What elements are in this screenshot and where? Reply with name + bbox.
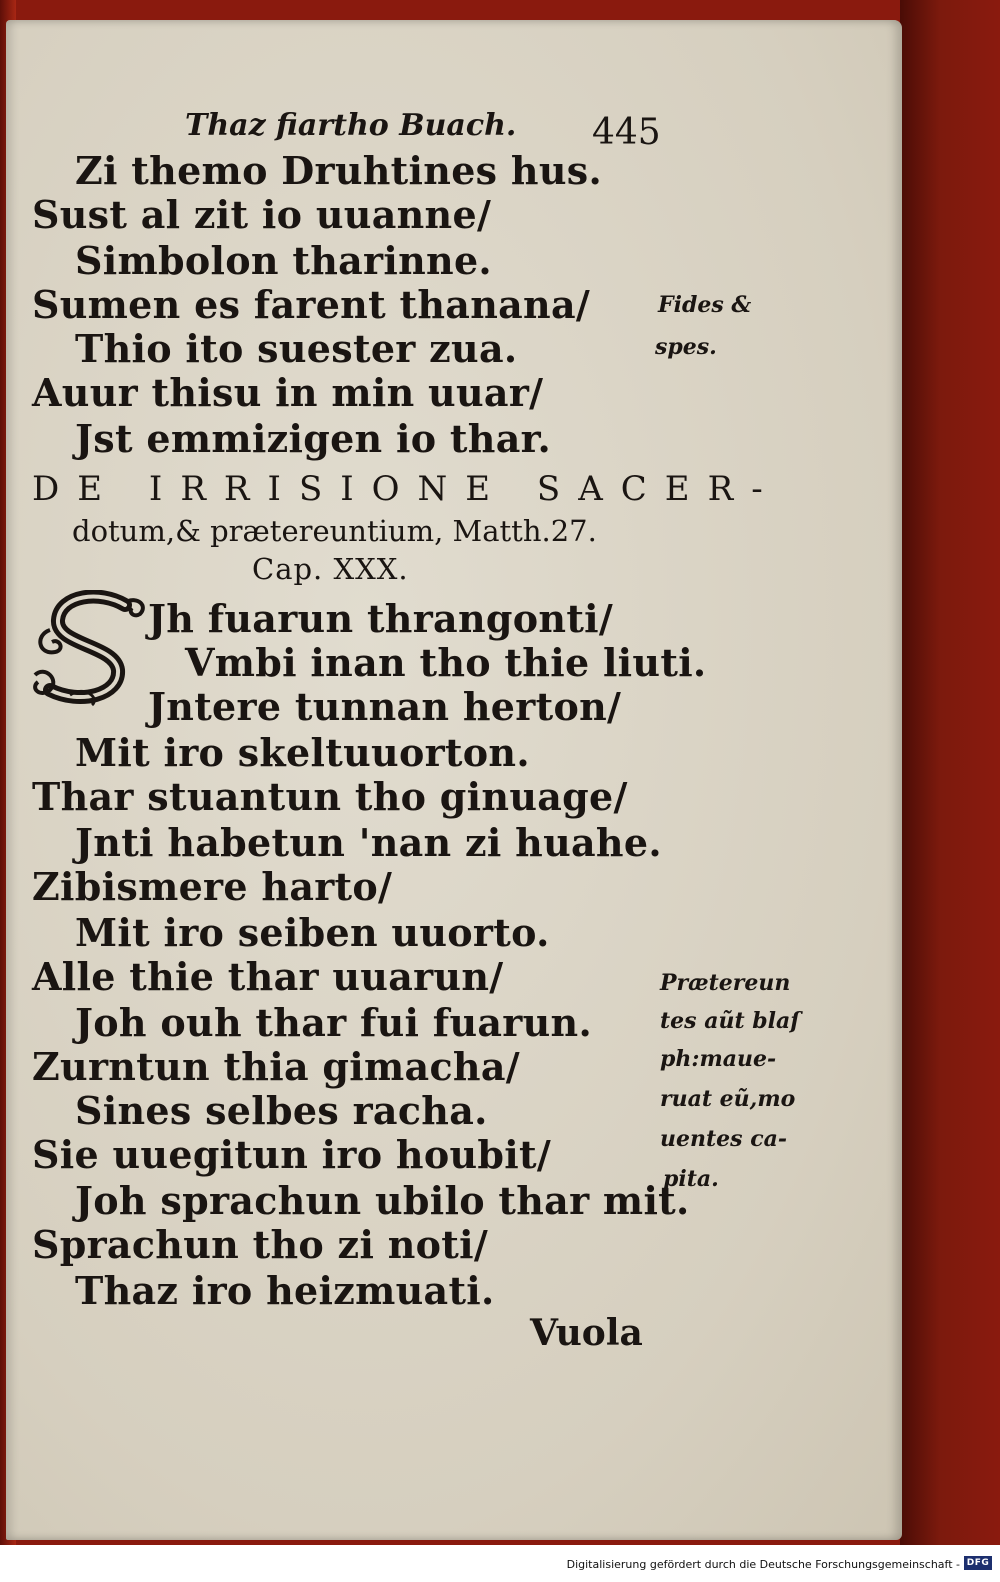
- verse-line: Sumen es farent thanana/: [32, 282, 591, 327]
- digitization-credit: Digitalisierung gefördert durch die Deutsche Forschungsgemeinschaft -: [566, 1558, 960, 1571]
- chapter-number: Cap. XXX.: [252, 552, 409, 586]
- verse-line: Sprachun tho zi noti/: [32, 1222, 489, 1267]
- margin-note-line: ph:maue-: [660, 1046, 777, 1072]
- verse-line: Joh sprachun ubilo thar mit.: [75, 1178, 690, 1223]
- verse-line: Zurntun thia gimacha/: [32, 1044, 520, 1089]
- verse-line: Mit iro skeltuuorton.: [75, 730, 530, 775]
- verse-line: Auur thisu in min uuar/: [32, 370, 544, 415]
- verse-line: Sust al zit io uuanne/: [32, 192, 492, 237]
- margin-note-line: tes aũt blaſ: [660, 1008, 800, 1034]
- verse-line: Zi themo Druhtines hus.: [75, 148, 602, 193]
- decorated-initial: [30, 590, 155, 710]
- scan-background-right: [900, 0, 1000, 1545]
- chapter-heading-line2: dotum,& prætereuntium, Matth.27.: [72, 514, 597, 548]
- chapter-heading-line1: DE IRRISIONE SACER-: [32, 469, 781, 509]
- verse-line: Thio ito suester zua.: [75, 326, 518, 371]
- verse-line: Thar stuantun tho ginuage/: [32, 774, 628, 819]
- verse-line: Alle thie thar uuarun/: [32, 954, 504, 999]
- verse-line: Jntere tunnan herton/: [148, 684, 622, 729]
- verse-line: Sie uuegitun iro houbit/: [32, 1132, 552, 1177]
- running-title: Thaz fiartho Buach.: [185, 108, 517, 143]
- margin-note-line: pita.: [663, 1166, 719, 1192]
- drop-cap-ornament-icon: [30, 590, 155, 710]
- verse-line: Jh fuarun thrangonti/: [148, 596, 614, 641]
- verse-line: Jst emmizigen io thar.: [75, 416, 551, 461]
- verse-line: Simbolon tharinne.: [75, 238, 492, 283]
- catchword: Vuola: [530, 1312, 643, 1354]
- verse-line: Vmbi inan tho thie liuti.: [185, 640, 707, 685]
- verse-line: Jnti habetun 'nan zi huahe.: [75, 820, 662, 865]
- verse-line: Mit iro seiben uuorto.: [75, 910, 550, 955]
- verse-line: Zibismere harto/: [32, 864, 393, 909]
- margin-note-line: Fides &: [658, 292, 752, 318]
- verse-line: Thaz iro heizmuati.: [75, 1268, 495, 1313]
- dfg-logo-icon: DFG: [964, 1556, 992, 1570]
- verse-line: Sines selbes racha.: [75, 1088, 488, 1133]
- margin-note-line: spes.: [655, 334, 717, 360]
- page-number: 445: [592, 112, 661, 153]
- verse-line: Joh ouh thar fui fuarun.: [75, 1000, 593, 1045]
- margin-note-line: uentes ca-: [660, 1126, 787, 1152]
- margin-note-line: Prætereun: [660, 970, 791, 996]
- margin-note-line: ruat eũ,mo: [660, 1086, 796, 1112]
